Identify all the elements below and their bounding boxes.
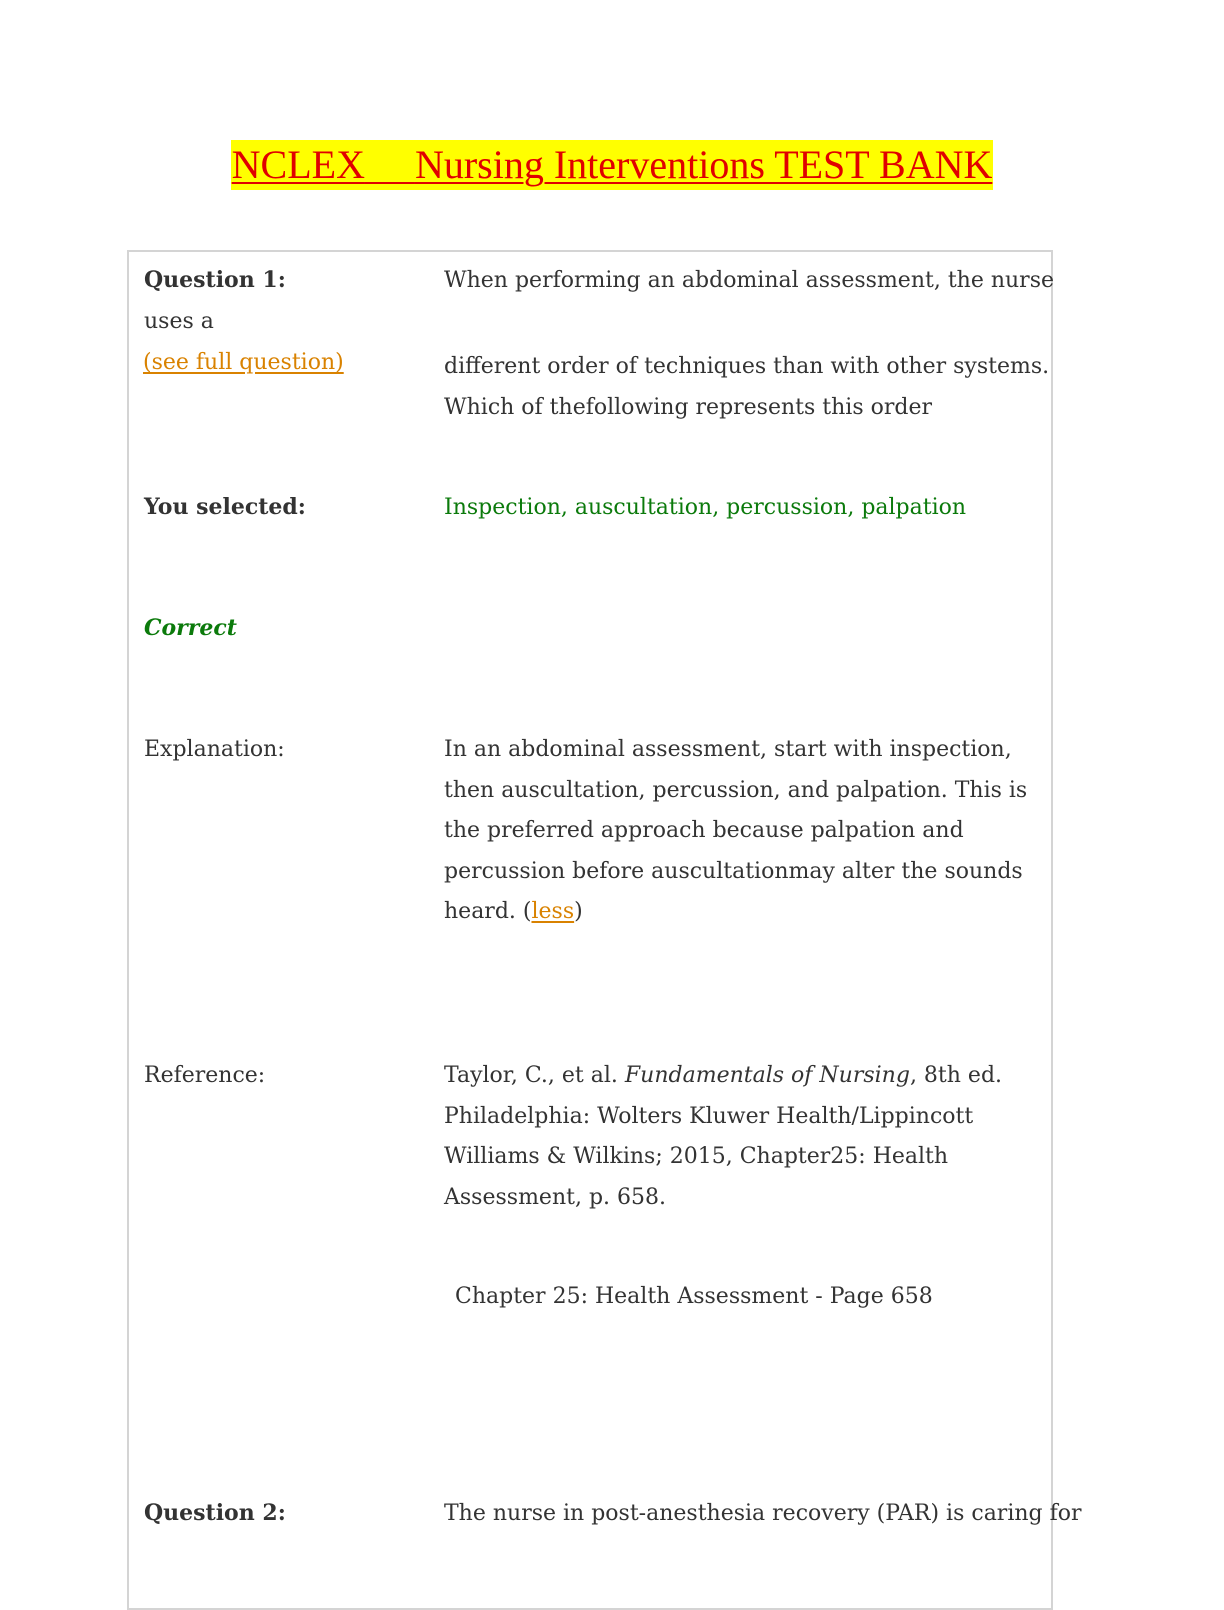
you-selected-label: You selected: [144, 494, 306, 520]
explanation-line-5 [444, 892, 1027, 933]
title-part-main: Nursing Interventions TEST BANK [414, 142, 993, 187]
see-full-question-link[interactable]: (see full question) [143, 350, 344, 375]
reference-book-title: Fundamentals of Nursing [624, 1063, 910, 1088]
title-wrap [0, 140, 1224, 190]
chapter-note: Chapter 25: Health Assessment - Page 658 [455, 1284, 933, 1309]
page-title [231, 140, 994, 190]
explanation-text [444, 730, 1027, 933]
reference-line-1-prefix: Taylor, C., et al. [444, 1063, 625, 1088]
reference-line-2: Philadelphia: Wolters Kluwer Health/Lippincott [444, 1103, 974, 1129]
explanation-line-4: percussion before auscultationmay alter the sounds [444, 858, 1023, 884]
reference-text [444, 1056, 1002, 1218]
question-1-label: Question 1: [144, 267, 286, 293]
explanation-label: Explanation: [144, 737, 285, 762]
question-1-label-continued: uses a [144, 309, 214, 334]
question-2-text-line-1: The nurse in post-anesthesia recovery (PAR) is caring for [444, 1501, 1082, 1526]
reference-line-1-suffix: , 8th ed. [909, 1063, 1003, 1088]
explanation-line-1: In an abdominal assessment, start with inspection, [444, 737, 1012, 762]
question-1-text-line-1: When performing an abdominal assessment, the nurse [444, 268, 1055, 293]
reference-line-1 [444, 1056, 1002, 1097]
result-status: Correct [144, 615, 237, 641]
question-2-label: Question 2: [144, 1500, 286, 1526]
reference-label: Reference: [144, 1063, 266, 1088]
explanation-line-2: then auscultation, percussion, and palpation. This is [444, 777, 1028, 803]
explanation-line-5-suffix: ) [574, 899, 583, 924]
question-1-text-line-3: Which of thefollowing represents this order [444, 395, 932, 420]
question-1-text-line-2: different order of techniques than with other systems. [444, 354, 1050, 379]
title-part-nclex: NCLEX [231, 142, 365, 187]
reference-line-3: Williams & Wilkins; 2015, Chapter25: Health [444, 1144, 949, 1169]
less-link[interactable]: less [531, 899, 575, 924]
reference-line-4: Assessment, p. 658. [444, 1184, 666, 1210]
explanation-line-5-prefix: heard. ( [444, 899, 532, 924]
selected-answer: Inspection, auscultation, percussion, palpation [444, 495, 967, 520]
explanation-line-3: the preferred approach because palpation and [444, 818, 964, 843]
